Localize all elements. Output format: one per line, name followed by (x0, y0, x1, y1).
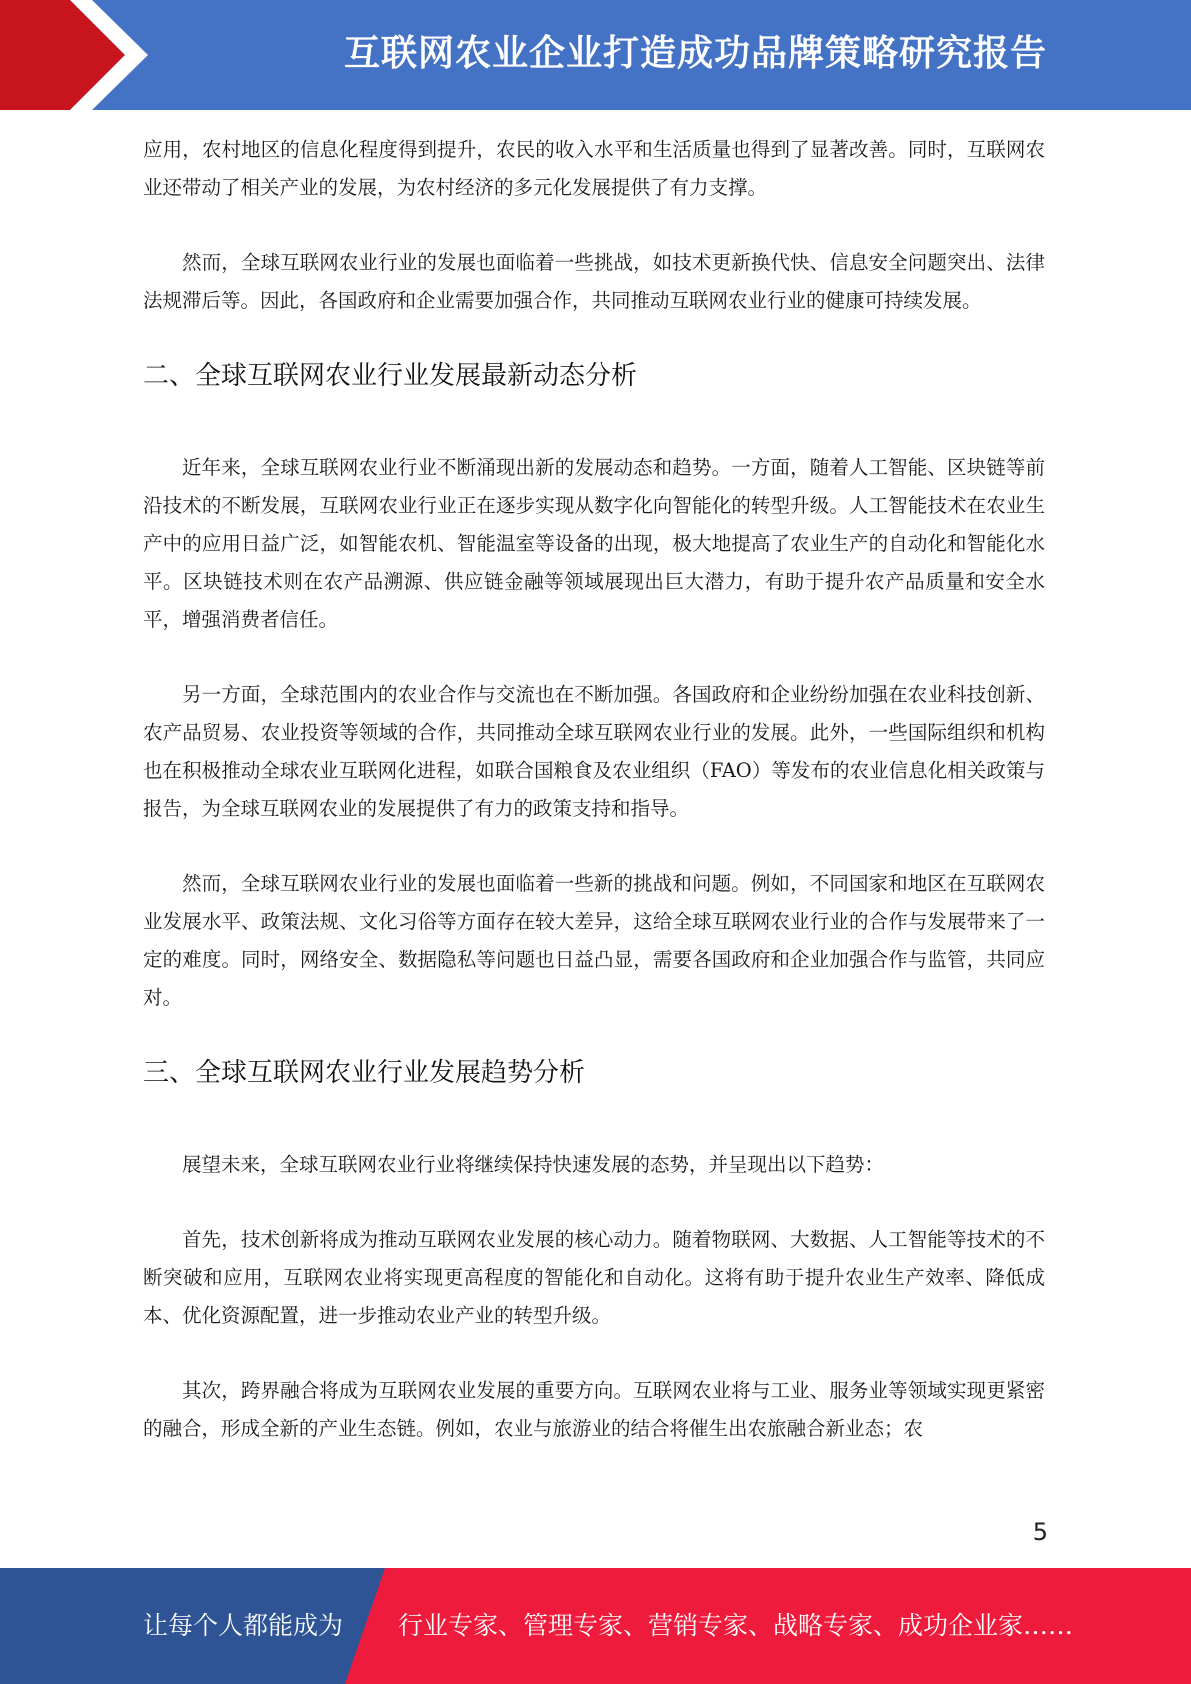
page-footer (0, 1568, 1191, 1684)
section-heading: 三、全球互联网农业行业发展趋势分析 (143, 1058, 586, 1088)
paragraph: 然而，全球互联网农业行业的发展也面临着一些挑战，如技术更新换代快、信息安全问题突出、法律法规滞后等。因此，各国政府和企业需要加强合作，共同推动互联网农业行业的健康可持续发展。 (143, 251, 1045, 312)
paragraph: 近年来，全球互联网农业行业不断涌现出新的发展动态和趋势。一方面，随着人工智能、区块链等前沿技术的不断发展，互联网农业行业正在逐步实现从数字化向智能化的转型升级。人工智能技术在农业生产中的应用日益广泛，如智能农机、智能温室等设备的出现，极大地提高了农业生产的自动化和智能化水平。区块链技术则在农产品溯源、供应链金融等领域展现出巨大潜力，有助于提升农产品质量和安全水平，增强消费者信任。 (143, 456, 1045, 631)
paragraph: 首先，技术创新将成为推动互联网农业发展的核心动力。随着物联网、大数据、人工智能等技术的不断突破和应用，互联网农业将实现更高程度的智能化和自动化。这将有助于提升农业生产效率、降低成本、优化资源配置，进一步推动农业产业的转型升级。 (143, 1228, 1045, 1327)
paragraph: 另一方面，全球范围内的农业合作与交流也在不断加强。各国政府和企业纷纷加强在农业科技创新、农产品贸易、农业投资等领域的合作，共同推动全球互联网农业行业的发展。此外，一些国际组织和机构也在积极推动全球农业互联网化进程，如联合国粮食及农业组织（FAO）等发布的农业信息化相关政策与报告，为全球互联网农业的发展提供了有力的政策支持和指导。 (143, 683, 1045, 820)
header-arrow-decoration (0, 0, 200, 110)
paragraph: 然而，全球互联网农业行业的发展也面临着一些新的挑战和问题。例如，不同国家和地区在互联网农业发展水平、政策法规、文化习俗等方面存在较大差异，这给全球互联网农业行业的合作与发展带来了一定的难度。同时，网络安全、数据隐私等问题也日益凸显，需要各国政府和企业加强合作与监管，共同应对。 (143, 872, 1045, 1009)
page-header (0, 0, 1191, 110)
paragraph: 展望未来，全球互联网农业行业将继续保持快速发展的态势，并呈现出以下趋势： (182, 1153, 885, 1176)
page-number: 5 (1032, 1518, 1048, 1546)
footer-slogan-left: 让每个人都能成为 (143, 1611, 344, 1640)
report-title: 互联网农业企业打造成功品牌策略研究报告 (343, 33, 1047, 74)
footer-slogan-right: 行业专家、管理专家、营销专家、战略专家、成功企业家…… (398, 1611, 1074, 1640)
paragraph: 其次，跨界融合将成为互联网农业发展的重要方向。互联网农业将与工业、服务业等领域实现更紧密的融合，形成全新的产业生态链。例如，农业与旅游业的结合将催生出农旅融合新业态；农 (143, 1379, 1045, 1440)
page-body (143, 131, 1045, 1485)
section-heading: 二、全球互联网农业行业发展最新动态分析 (143, 361, 638, 391)
paragraph: 应用，农村地区的信息化程度得到提升，农民的收入水平和生活质量也得到了显著改善。同时，互联网农业还带动了相关产业的发展，为农村经济的多元化发展提供了有力支撑。 (143, 138, 1045, 199)
